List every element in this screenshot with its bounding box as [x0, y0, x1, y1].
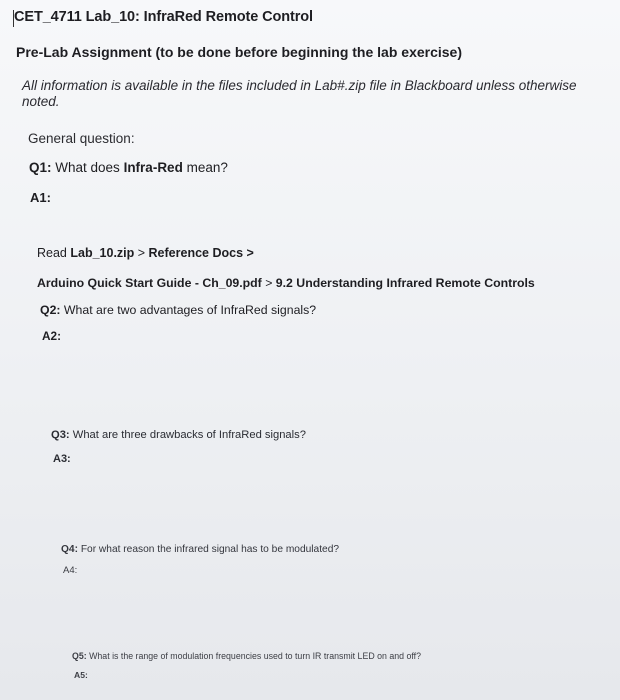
question-4-label: Q4: [61, 544, 78, 555]
guide-section: 9.2 Understanding Infrared Remote Controls [275, 276, 535, 290]
guide-sep: > [261, 276, 276, 290]
reference-zip: Lab_10.zip [70, 246, 135, 260]
question-2 [40, 303, 316, 317]
reference-trailing: > [243, 246, 254, 260]
reference-path [37, 246, 254, 260]
question-1-text-pre: What does [51, 160, 124, 175]
question-1 [29, 160, 228, 175]
info-note-line1: All information is available in the files included in Lab#.zip file in Blackboard unless otherwise [22, 78, 577, 93]
question-3-text: What are three drawbacks of InfraRed signals? [69, 429, 306, 441]
answer-4-label: A4: [63, 565, 78, 576]
question-4-text: For what reason the infrared signal has to be modulated? [77, 544, 340, 555]
guide-pdf: Arduino Quick Start Guide - Ch_09.pdf [37, 276, 262, 290]
question-1-label: Q1: [29, 160, 52, 175]
document-title: CET_4711 Lab_10: InfraRed Remote Control [14, 9, 313, 25]
question-5 [72, 651, 421, 661]
answer-5-label: A5: [74, 670, 88, 680]
reference-folder: Reference Docs [148, 246, 244, 260]
question-5-label: Q5: [72, 651, 87, 661]
question-1-term: Infra-Red [123, 160, 183, 175]
question-3 [51, 429, 306, 441]
general-question-heading: General question: [28, 131, 135, 146]
answer-2-label: A2: [42, 329, 62, 343]
question-1-text-post: mean? [182, 160, 228, 175]
question-4 [61, 544, 339, 555]
reference-guide [37, 276, 535, 290]
question-5-text: What is the range of modulation frequencies used to turn IR transmit LED on and off? [86, 651, 421, 661]
question-3-label: Q3: [51, 429, 70, 441]
document-subtitle: Pre-Lab Assignment (to be done before beginning the lab exercise) [16, 44, 462, 60]
answer-3-label: A3: [53, 453, 71, 465]
question-2-label: Q2: [40, 303, 61, 317]
info-note-line2: noted. [22, 94, 60, 109]
reference-sep: > [134, 246, 149, 260]
question-2-text: What are two advantages of InfraRed signals? [60, 303, 317, 317]
answer-1-label: A1: [30, 190, 51, 205]
reference-read: Read [37, 246, 71, 260]
